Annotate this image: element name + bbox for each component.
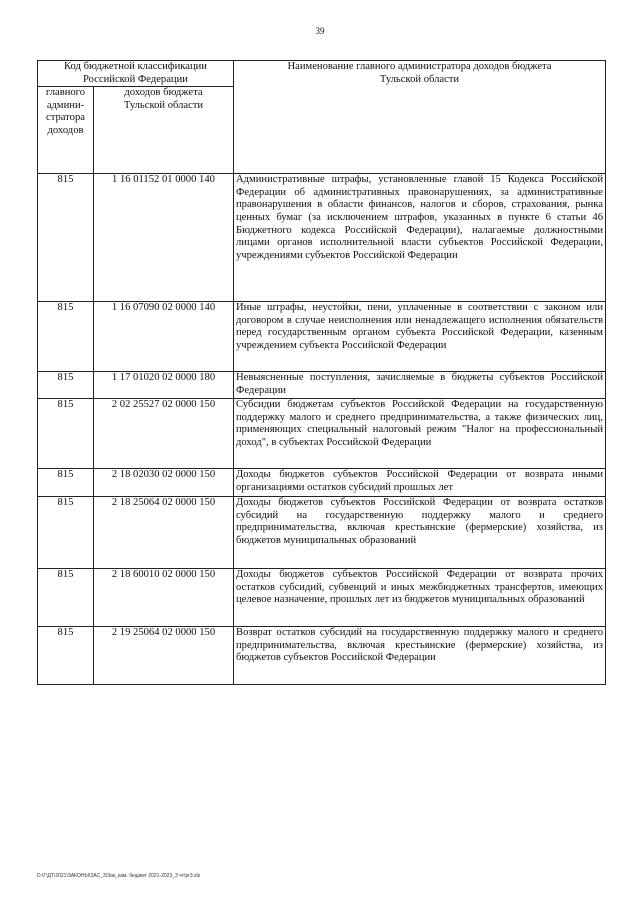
table-row [38,627,606,685]
header-income-text: доходов бюджета Тульской области [123,87,204,111]
header-name-text: Наименование главного администратора доходов бюджета Тульской области [287,61,552,85]
admin-code-cell: 815 [38,399,94,469]
description-cell: Административные штрафы, установленные главой 15 Кодекса Российской Федерации об административных правонарушениях, за административные правонарушения в области финансов, налогов и сборов, страхования, рынка ценных бумаг (за исключением штрафов, указанных в пункте 6 статьи 46 Бюджетного кодекса Российской Федерации), налагаемые должностными лицами органов исполнительной власти субъектов Российской Федерации, учреждениями субъектов Российской Федерации [234,174,606,302]
file-path-footer: D:\Г\ДТ\2021\ЗАКОНЫ\ЗАС_3\Зак_изм. бюджет 2021-2023_3 чт\pr3.xls [37,873,201,879]
description-cell: Субсидии бюджетам субъектов Российской Федерации на государственную поддержку малого и среднего предпринимательства, а также физических лиц, применяющих специальный налоговый режим "Налог на профессиональный доход", в субъектах Российской Федерации [234,399,606,469]
budget-code-cell: 1 16 01152 01 0000 140 [94,174,234,302]
admin-code-cell: 815 [38,302,94,372]
description-cell: Иные штрафы, неустойки, пени, уплаченные в соответствии с законом или договором в случае неисполнения или ненадлежащего исполнения обязательств перед государственным органом субъекта Российской Федерации, казенным учреждением субъекта Российской Федерации [234,302,606,372]
revenue-admin-table [37,60,606,685]
table-row [38,497,606,569]
budget-code-cell: 2 18 60010 02 0000 150 [94,569,234,627]
budget-code-cell: 2 19 25064 02 0000 150 [94,627,234,685]
description-cell: Доходы бюджетов субъектов Российской Федерации от возврата остатков субсидий на государственную поддержку малого и среднего предпринимательства, включая крестьянские (фермерские) хозяйства, из бюджетов муниципальных образований [234,497,606,569]
description-cell: Доходы бюджетов субъектов Российской Федерации от возврата иными организациями остатков субсидий прошлых лет [234,469,606,497]
admin-code-cell: 815 [38,469,94,497]
admin-code-cell: 815 [38,174,94,302]
table-header-row [38,61,606,87]
header-name-column [234,61,606,174]
budget-code-cell: 1 17 01020 02 0000 180 [94,372,234,399]
table-row [38,569,606,627]
table-row [38,174,606,302]
header-admin-column: главного админи-стратора доходов [38,87,94,174]
header-income-column [94,87,234,174]
page-number: 39 [315,26,325,36]
admin-code-cell: 815 [38,627,94,685]
table-row [38,469,606,497]
admin-code-cell: 815 [38,569,94,627]
table-row [38,372,606,399]
header-code-group: Код бюджетной классификации Российской Федерации [38,61,234,87]
admin-code-cell: 815 [38,497,94,569]
table-row [38,399,606,469]
description-cell: Возврат остатков субсидий на государственную поддержку малого и среднего предпринимательства, включая крестьянские (фермерские) хозяйства, из бюджетов субъектов Российской Федерации [234,627,606,685]
description-cell: Невыясненные поступления, зачисляемые в бюджеты субъектов Российской Федерации [234,372,606,399]
budget-code-cell: 2 18 02030 02 0000 150 [94,469,234,497]
budget-code-cell: 2 18 25064 02 0000 150 [94,497,234,569]
budget-code-cell: 2 02 25527 02 0000 150 [94,399,234,469]
table-row [38,302,606,372]
description-cell: Доходы бюджетов субъектов Российской Федерации от возврата прочих остатков субсидий, субвенций и иных межбюджетных трансфертов, имеющих целевое назначение, прошлых лет из бюджетов муниципальных образований [234,569,606,627]
budget-code-cell: 1 16 07090 02 0000 140 [94,302,234,372]
admin-code-cell: 815 [38,372,94,399]
